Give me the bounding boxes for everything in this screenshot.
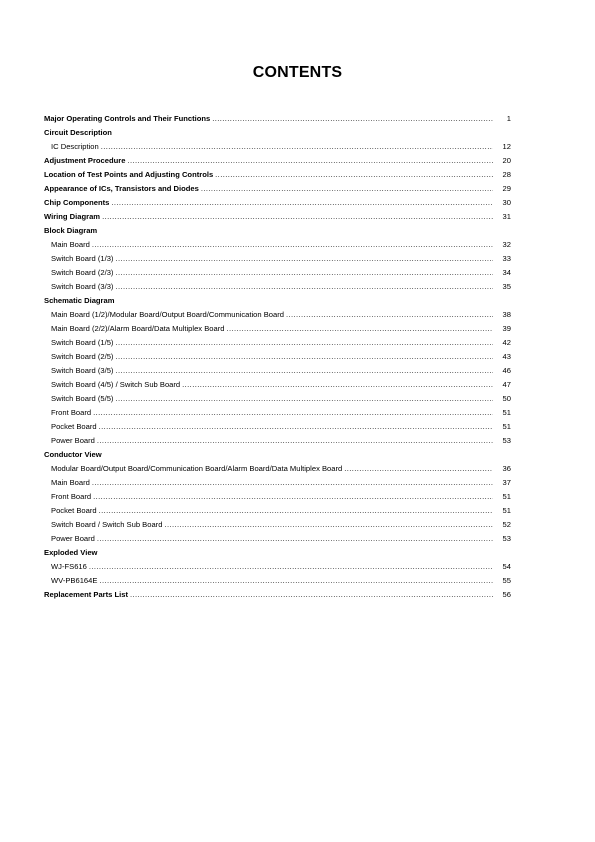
toc-subsection-entry[interactable] <box>44 140 511 154</box>
toc-page-number: 51 <box>502 408 511 417</box>
page-title: CONTENTS <box>252 64 343 81</box>
toc-section-entry[interactable] <box>44 126 511 140</box>
toc-page-number: 52 <box>502 520 511 529</box>
toc-entry-label: Switch Board (3/3) <box>51 282 114 291</box>
toc-section-entry[interactable] <box>44 154 511 168</box>
toc-page-number: 51 <box>502 506 511 515</box>
toc-subsection-entry[interactable] <box>44 238 511 252</box>
toc-page-number: 12 <box>502 142 511 151</box>
toc-section-entry[interactable] <box>44 168 511 182</box>
toc-section-entry[interactable] <box>44 224 511 238</box>
toc-entry-label: Pocket Board <box>51 422 97 431</box>
toc-subsection-entry[interactable] <box>44 490 511 504</box>
toc-page-number: 31 <box>502 212 511 221</box>
toc-page-number: 51 <box>502 422 511 431</box>
toc-leader-dots <box>182 378 493 392</box>
toc-leader-dots <box>92 238 493 252</box>
toc-leader-dots <box>201 182 493 196</box>
toc-leader-dots <box>130 588 493 602</box>
toc-subsection-entry[interactable] <box>44 420 511 434</box>
toc-leader-dots <box>164 518 493 532</box>
toc-entry-label: Main Board (2/2)/Alarm Board/Data Multiplex Board <box>51 324 225 333</box>
toc-leader-dots <box>99 420 493 434</box>
toc-leader-dots <box>97 532 493 546</box>
toc-subsection-entry[interactable] <box>44 336 511 350</box>
toc-leader-dots <box>93 406 493 420</box>
table-of-contents <box>44 112 511 602</box>
toc-entry-label: Switch Board / Switch Sub Board <box>51 520 163 529</box>
toc-entry-label: Major Operating Controls and Their Functions <box>44 114 211 123</box>
toc-leader-dots <box>215 168 493 182</box>
toc-page-number: 36 <box>502 464 511 473</box>
toc-page-number: 51 <box>502 492 511 501</box>
toc-page-number: 32 <box>502 240 511 249</box>
toc-entry-label: Switch Board (1/3) <box>51 254 114 263</box>
toc-entry-label: Replacement Parts List <box>44 590 128 599</box>
toc-subsection-entry[interactable] <box>44 476 511 490</box>
toc-entry-label: Chip Components <box>44 198 110 207</box>
toc-subsection-entry[interactable] <box>44 350 511 364</box>
toc-subsection-entry[interactable] <box>44 406 511 420</box>
toc-entry-label: WJ-FS616 <box>51 562 87 571</box>
toc-entry-label: Exploded View <box>44 548 98 557</box>
toc-leader-dots <box>115 350 493 364</box>
toc-subsection-entry[interactable] <box>44 280 511 294</box>
toc-subsection-entry[interactable] <box>44 252 511 266</box>
toc-page-number: 1 <box>506 114 511 123</box>
toc-section-entry[interactable] <box>44 112 511 126</box>
toc-leader-dots <box>99 574 493 588</box>
toc-entry-label: Main Board <box>51 478 90 487</box>
toc-leader-dots <box>115 252 493 266</box>
toc-entry-label: Circuit Description <box>44 128 112 137</box>
toc-subsection-entry[interactable] <box>44 392 511 406</box>
toc-entry-label: Main Board <box>51 240 90 249</box>
toc-page-number: 30 <box>502 198 511 207</box>
toc-subsection-entry[interactable] <box>44 378 511 392</box>
toc-section-entry[interactable] <box>44 294 511 308</box>
toc-subsection-entry[interactable] <box>44 574 511 588</box>
toc-subsection-entry[interactable] <box>44 504 511 518</box>
toc-leader-dots <box>99 504 493 518</box>
toc-page-number: 34 <box>502 268 511 277</box>
toc-leader-dots <box>102 210 493 224</box>
toc-page-number: 55 <box>502 576 511 585</box>
toc-entry-label: Appearance of ICs, Transistors and Diodes <box>44 184 199 193</box>
toc-leader-dots <box>111 196 493 210</box>
toc-leader-dots <box>286 308 493 322</box>
toc-entry-label: Switch Board (1/5) <box>51 338 114 347</box>
toc-leader-dots <box>127 154 493 168</box>
toc-entry-label: IC Description <box>51 142 99 151</box>
toc-leader-dots <box>97 434 493 448</box>
toc-entry-label: Switch Board (2/5) <box>51 352 114 361</box>
toc-entry-label: Switch Board (5/5) <box>51 394 114 403</box>
toc-subsection-entry[interactable] <box>44 266 511 280</box>
toc-entry-label: Conductor View <box>44 450 102 459</box>
toc-page-number: 50 <box>502 394 511 403</box>
toc-leader-dots <box>115 392 493 406</box>
toc-leader-dots <box>89 560 493 574</box>
toc-subsection-entry[interactable] <box>44 308 511 322</box>
toc-page-number: 35 <box>502 282 511 291</box>
toc-leader-dots <box>101 140 493 154</box>
toc-section-entry[interactable] <box>44 448 511 462</box>
toc-entry-label: Power Board <box>51 534 95 543</box>
toc-page-number: 42 <box>502 338 511 347</box>
toc-entry-label: Front Board <box>51 408 92 417</box>
toc-leader-dots <box>226 322 493 336</box>
toc-entry-label: Power Board <box>51 436 95 445</box>
toc-page-number: 47 <box>502 380 511 389</box>
toc-page-number: 56 <box>502 590 511 599</box>
toc-page-number: 20 <box>502 156 511 165</box>
toc-page-number: 53 <box>502 436 511 445</box>
toc-entry-label: Switch Board (3/5) <box>51 366 114 375</box>
toc-entry-label: Pocket Board <box>51 506 97 515</box>
toc-entry-label: Block Diagram <box>44 226 98 235</box>
toc-entry-label: Front Board <box>51 492 92 501</box>
toc-entry-label: Schematic Diagram <box>44 296 115 305</box>
toc-entry-label: WV-PB6164E <box>51 576 98 585</box>
toc-subsection-entry[interactable] <box>44 518 511 532</box>
toc-leader-dots <box>115 336 493 350</box>
toc-entry-label: Modular Board/Output Board/Communication Board/Alarm Board/Data Multiplex Board <box>51 464 343 473</box>
toc-section-entry[interactable] <box>44 546 511 560</box>
toc-subsection-entry[interactable] <box>44 364 511 378</box>
toc-entry-label: Wiring Diagram <box>44 212 101 221</box>
toc-entry-label: Switch Board (4/5) / Switch Sub Board <box>51 380 181 389</box>
toc-subsection-entry[interactable] <box>44 322 511 336</box>
toc-page-number: 38 <box>502 310 511 319</box>
toc-leader-dots <box>92 476 493 490</box>
toc-subsection-entry[interactable] <box>44 434 511 448</box>
toc-section-entry[interactable] <box>44 588 511 602</box>
toc-leader-dots <box>344 462 493 476</box>
toc-section-entry[interactable] <box>44 210 511 224</box>
toc-subsection-entry[interactable] <box>44 532 511 546</box>
toc-page-number: 37 <box>502 478 511 487</box>
toc-page-number: 46 <box>502 366 511 375</box>
toc-leader-dots <box>115 364 493 378</box>
toc-subsection-entry[interactable] <box>44 560 511 574</box>
toc-leader-dots <box>93 490 493 504</box>
toc-page-number: 33 <box>502 254 511 263</box>
toc-entry-label: Location of Test Points and Adjusting Controls <box>44 170 214 179</box>
toc-entry-label: Adjustment Procedure <box>44 156 126 165</box>
toc-entry-label: Main Board (1/2)/Modular Board/Output Board/Communication Board <box>51 310 284 319</box>
toc-section-entry[interactable] <box>44 182 511 196</box>
toc-page-number: 54 <box>502 562 511 571</box>
toc-page-number: 43 <box>502 352 511 361</box>
toc-subsection-entry[interactable] <box>44 462 511 476</box>
toc-leader-dots <box>115 280 493 294</box>
toc-page-number: 28 <box>502 170 511 179</box>
toc-entry-label: Switch Board (2/3) <box>51 268 114 277</box>
toc-page-number: 29 <box>502 184 511 193</box>
toc-leader-dots <box>212 112 493 126</box>
toc-leader-dots <box>115 266 493 280</box>
toc-page-number: 53 <box>502 534 511 543</box>
toc-section-entry[interactable] <box>44 196 511 210</box>
toc-page-number: 39 <box>502 324 511 333</box>
